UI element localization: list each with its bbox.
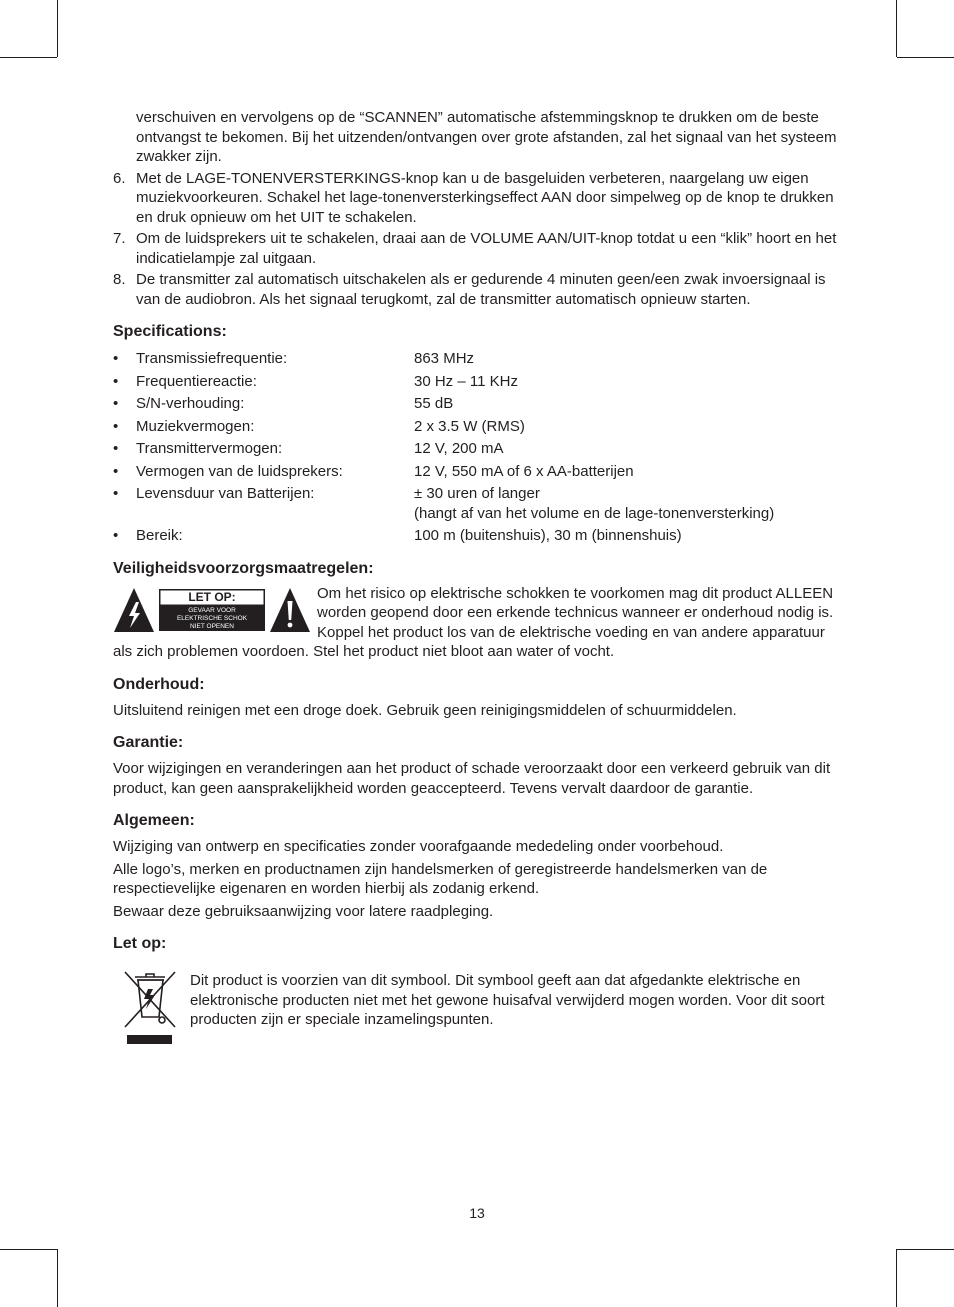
crop-mark [897, 1249, 954, 1250]
label-line: ELEKTRISCHE SCHOK [176, 614, 248, 622]
spec-value: 55 dB [414, 395, 454, 412]
attention-text: Dit product is voorzien van dit symbool. Dit symbool geeft aan dat afgedankte elektrische en elektronische producten niet met het gewone huisafval verwijderd mogen worden. Voor dit soort producten zijn er speciale inzamelingspunten. [190, 972, 825, 1028]
spec-row [113, 417, 840, 437]
safety-text: Om het risico op elektrische schokken te voorkomen mag dit product ALLEEN worden geopend door een erkende technicus wanneer er onderhoud nodig is. Koppel het product los van de elektrische voeding en van andere apparatuur als zich problemen voordoen. Stel het product niet bloot aan water of vocht. [113, 584, 834, 660]
spec-value: 100 m (buitenshuis), 30 m (binnenshuis) [414, 527, 682, 544]
specifications-list [113, 349, 840, 546]
bullet: • [113, 527, 119, 544]
crop-mark [57, 1249, 58, 1307]
spec-value: ± 30 uren of langer [414, 485, 540, 502]
bullet: • [113, 462, 119, 480]
step-text: Met de LAGE-TONENVERSTERKINGS-knop kan u de basgeluiden verbeteren, naargelang uw eigen muziekvoorkeuren. Schakel het lage-tonenversterkingseffect AAN door simpelweg op de knop te drukken en druk opnieuw om het UIT te schakelen. [136, 169, 834, 226]
bullet: • [113, 485, 119, 502]
spec-label: Transmittervermogen: [136, 440, 283, 457]
crossed-out-bin-icon [113, 965, 190, 1045]
label-title: LET OP: [188, 589, 236, 604]
general-heading: Algemeen: [113, 812, 195, 829]
bullet: • [113, 372, 119, 390]
crop-mark [897, 57, 954, 58]
spec-value: 30 Hz – 11 KHz [414, 372, 518, 390]
spec-row [113, 484, 840, 523]
weee-section [113, 965, 840, 1045]
spec-label: Levensduur van Batterijen: [136, 485, 315, 502]
spec-label: Vermogen van de luidsprekers: [136, 462, 343, 480]
shock-warning-label [113, 587, 310, 633]
maintenance-heading: Onderhoud: [113, 675, 205, 693]
page-number: 13 [469, 1205, 485, 1221]
crop-mark [0, 1249, 57, 1250]
bullet: • [113, 440, 119, 457]
spec-value-note: (hangt af van het volume en de lage-tonenversterking) [414, 504, 775, 522]
spec-row [113, 439, 840, 459]
safety-section [113, 584, 840, 662]
spec-value: 12 V, 200 mA [414, 440, 504, 457]
spec-label: Bereik: [136, 527, 183, 544]
list-item [113, 169, 840, 228]
spec-label: S/N-verhouding: [136, 395, 245, 412]
intro-continuation: verschuiven en vervolgens op de “SCANNEN” automatische afstemmingsknop te drukken om de beste ontvangst te bekomen. Bij het uitzenden/ontvangen over grote afstanden, zal het signaal van het systeem zwakker zijn. [136, 109, 837, 165]
label-line: NIET OPENEN [190, 622, 234, 630]
step-text: De transmitter zal automatisch uitschakelen als er gedurende 4 minuten geen/een zwak invoersignaal is van de audiobron. Als het signaal terugkomt, zal de transmitter automatisch opnieuw starten. [136, 271, 826, 308]
spec-row [113, 349, 840, 369]
safety-heading: Veiligheidsvoorzorgsmaatregelen: [113, 559, 374, 577]
spec-row [113, 394, 840, 414]
warranty-text: Voor wijzigingen en veranderingen aan het product of schade veroorzaakt door een verkeerd gebruik van dit product, kan geen aansprakelijkheid worden geaccepteerd. Tevens vervalt daardoor de garantie. [113, 760, 831, 797]
attention-heading: Let op: [113, 935, 167, 952]
step-number: 7. [113, 230, 126, 247]
bullet: • [113, 417, 119, 435]
spec-label: Muziekvermogen: [136, 417, 255, 435]
spec-row [113, 462, 840, 482]
spec-value: 12 V, 550 mA of 6 x AA-batterijen [414, 462, 634, 480]
lightning-warning-icon [114, 588, 154, 632]
list-item [113, 270, 840, 309]
label-warning-text [159, 607, 265, 631]
bullet: • [113, 350, 119, 367]
warranty-heading: Garantie: [113, 734, 184, 751]
crop-mark [896, 1249, 897, 1307]
exclamation-warning-icon [270, 588, 310, 632]
spec-value: 2 x 3.5 W (RMS) [414, 417, 525, 435]
crop-mark [0, 57, 57, 58]
page-content [113, 108, 840, 1045]
general-text-1: Wijziging van ontwerp en specificaties zonder voorafgaande mededeling onder voorbehoud. [113, 838, 724, 855]
specifications-heading: Specifications: [113, 323, 227, 340]
spec-value: 863 MHz [414, 350, 475, 367]
spec-value-group [414, 484, 840, 523]
spec-row [113, 372, 840, 392]
bullet: • [113, 395, 119, 412]
crop-mark [896, 0, 897, 57]
crop-mark [57, 0, 58, 57]
step-number: 6. [113, 169, 126, 187]
steps-list [113, 169, 840, 310]
list-item [113, 229, 840, 268]
general-text-2: Alle logo’s, merken en productnamen zijn handelsmerken of geregistreerde handelsmerken van de respectievelijke eigenaren en worden hierbij als zodanig erkend. [113, 860, 768, 897]
step-text: Om de luidsprekers uit te schakelen, draai aan de VOLUME AAN/UIT-knop totdat u een “klik” hoort en het indicatielampje zal uitgaan. [136, 230, 837, 267]
maintenance-text: Uitsluitend reinigen met een droge doek. Gebruik geen reinigingsmiddelen of schuurmiddelen. [113, 701, 737, 719]
spec-label: Transmissiefrequentie: [136, 350, 288, 367]
spec-label: Frequentiereactie: [136, 372, 257, 390]
label-line: GEVAAR VOOR [188, 606, 236, 614]
spec-row [113, 526, 840, 546]
weee-symbol [113, 965, 190, 1045]
step-number: 8. [113, 271, 126, 288]
general-text-3: Bewaar deze gebruiksaanwijzing voor latere raadpleging. [113, 902, 494, 920]
